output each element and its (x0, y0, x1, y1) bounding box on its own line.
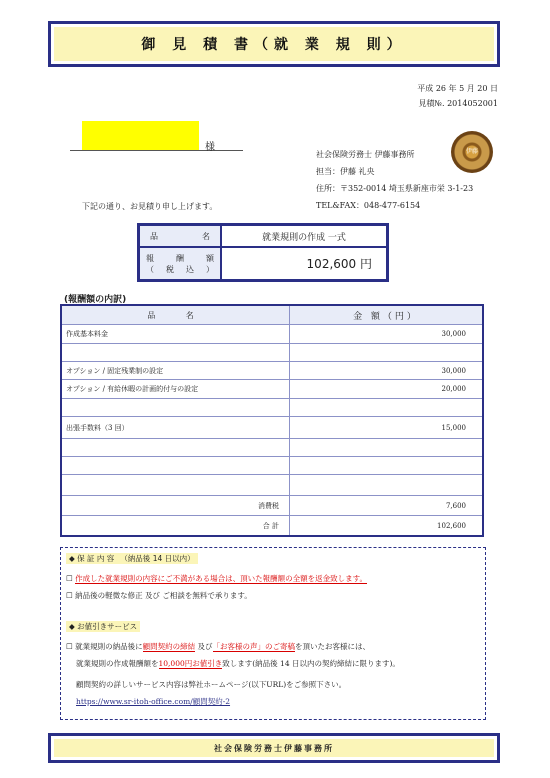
table-row: オプション / 固定残業制の設定 30,000 (62, 362, 482, 380)
summary-table (137, 223, 389, 282)
detail-col-amount: 金 額（円） (353, 311, 419, 322)
table-row (62, 475, 482, 496)
table-row (62, 457, 482, 475)
table-row: オプション / 有給休暇の計画的付与の設定 20,000 (62, 380, 482, 399)
detail-table (60, 304, 484, 537)
table-row (62, 439, 482, 457)
addressee-redaction (82, 121, 199, 150)
tax-row: 消費税 7,600 (62, 496, 482, 516)
detail-heading: (報酬額の内訳) (64, 295, 127, 305)
summary-item-value: 就業規則の作成 一式 (221, 225, 387, 247)
office-tel: TEL&FAX：048-477-6154 (316, 201, 421, 210)
discount-item-line-2: 就業規則の作成報酬額を10,000円お値引き致します(納品後 14 日以内の契約締結に限ります)。 (76, 659, 400, 668)
discount-badge: ◆ お値引きサービス (66, 621, 140, 632)
summary-fee-value: 102,600 円 (221, 247, 387, 280)
checkbox-icon: ☐ (66, 591, 73, 600)
office-name: 社会保険労務士 伊藤事務所 (316, 150, 415, 159)
summary-item-label: 品 名 (139, 225, 221, 247)
table-row: 作成基本料金 30,000 (62, 325, 482, 344)
document-title: 御 見 積 書（就 業 規 則） (54, 27, 494, 61)
seal-text: 伊藤 (465, 148, 478, 155)
checkbox-icon: ☐ (66, 574, 73, 583)
addressee-underline (70, 150, 243, 151)
office-address: 住所：〒352-0014 埼玉県新座市栄 3-1-23 (316, 184, 474, 193)
office-info (316, 146, 473, 214)
guarantee-item-1: ☐ 作成した就業規則の内容にご不満がある場合は、頂いた報酬額の全額を返金致します。 (66, 574, 368, 583)
detail-col-name: 品 名 (62, 306, 290, 324)
table-row: 出張手数料（3 回） 15,000 (62, 417, 482, 439)
guarantee-badge: ◆ 保 証 内 容 (66, 553, 117, 564)
office-person: 担当：伊藤 礼央 (316, 167, 375, 176)
summary-fee-label: 報 酬 額 （ 税 込 ） (139, 247, 221, 280)
guarantee-note: （納品後 14 日以内） (117, 553, 197, 564)
table-row (62, 344, 482, 362)
intro-text: 下記の通り、お見積り申し上げます。 (82, 202, 218, 211)
title-banner (48, 21, 500, 67)
advisory-url-link[interactable]: https://www.sr-itoh-office.com/顧問契約-2 (76, 697, 231, 706)
guarantee-heading (66, 553, 198, 564)
footer-banner (48, 733, 500, 763)
footer-office-name: 社会保険労務士伊藤事務所 (54, 739, 494, 757)
estimate-number: 見積№. 2014052001 (418, 99, 498, 108)
issue-date: 平成 26 年 5 月 20 日 (417, 84, 498, 93)
checkbox-icon: ☐ (66, 642, 73, 651)
advisory-info: 顧問契約の詳しいサービス内容は弊社ホームページ(以下URL)をご参照下さい。 (76, 680, 347, 689)
terms-box (60, 547, 486, 720)
addressee-honorific: 様 (205, 142, 215, 153)
discount-heading (66, 621, 140, 632)
total-row: 合 計 102,600 (62, 516, 482, 535)
discount-item-line-1: ☐ 就業規則の納品後に顧問契約の締結 及び「お客様の声」のご寄稿を頂いたお客様には、 (66, 642, 371, 651)
detail-header-row (62, 306, 482, 325)
guarantee-item-2: ☐ 納品後の軽微な修正 及び ご相談を無料で承ります。 (66, 591, 252, 600)
table-row (62, 399, 482, 417)
